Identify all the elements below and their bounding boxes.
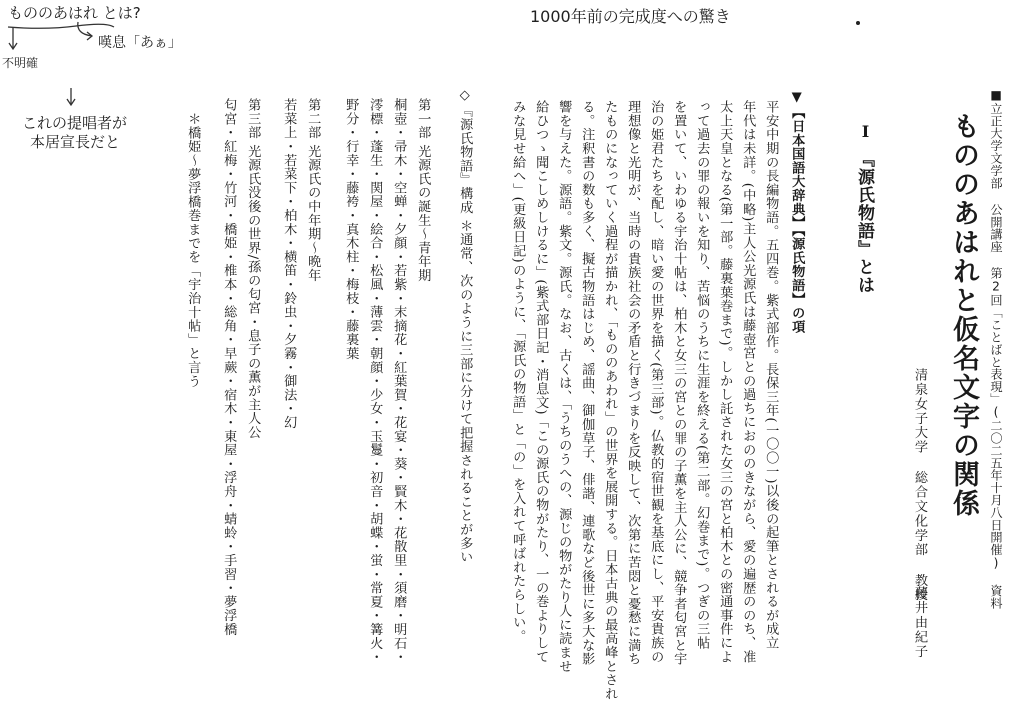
chapter-list: 匂宮・紅梅・竹河・橋姫・椎本・総角・早蕨・宿木・東屋・浮舟・蜻蛉・手習・夢浮橋 — [221, 98, 237, 637]
dict-line: 治の姫君たちを配し、暗い愛の世界を描く(第三部)。仏教的宿世観を基底にし、平安貴族の — [648, 100, 664, 664]
series-header: ■立正大学文学部 公開講座 第2回「ことばと表現」(二〇二五年十月八日開催) 資料 — [989, 88, 1003, 609]
part-heading: 第二部 光源氏の中年期〜晩年 — [305, 98, 321, 283]
section-heading: 『源氏物語』とは — [854, 150, 874, 294]
chapter-list: 澪標・蓬生・関屋・絵合・松風・薄雲・朝顔・少女・玉鬘・初音・胡蝶・蛍・常夏・篝火・ — [367, 98, 383, 664]
uji-note: ＊橋姫〜夢浮橋巻までを「宇治十帖」と言う — [185, 112, 201, 388]
handwritten-sigh: 嘆息「あぁ」 — [98, 35, 182, 51]
underline-mark — [6, 23, 116, 31]
dict-line: 響を与えた。源語。紫文。源氏。なお、古くは、「うちのうへの、源じの物がたり人に読ませ — [556, 100, 572, 673]
author-affiliation: 清泉女子大学 総合文化学部 教授 — [912, 368, 927, 602]
handwritten-proposer-2: 本居宣長だと — [30, 133, 121, 151]
dict-line: 理想像と光明が、当時の貴族社会の矛盾と行きづまりを反映して、次第に苦悶と憂愁に満ち — [625, 100, 641, 666]
handwritten-proposer-1: これの提唱者が — [22, 114, 128, 132]
chapter-list: 若菜上・若菜下・柏木・横笛・鈴虫・夕霧・御法・幻 — [281, 98, 297, 430]
structure-caption: ◇『源氏物語』構成 ＊通常、次のように三部に分けて把握されることが多い — [457, 88, 473, 564]
dict-line: る。注釈書の数も多く、擬古物語はじめ、謡曲、御伽草子、俳諧、連歌など後世に多大な影 — [579, 100, 595, 666]
arrow-curve-icon — [74, 20, 96, 42]
arrow-down-icon — [6, 26, 20, 52]
handwritten-unknown: 不明確 — [2, 56, 39, 70]
part-heading: 第一部 光源氏の誕生〜青年期 — [415, 98, 431, 283]
handwritten-marvel: 1000年前の完成度への驚き — [530, 7, 731, 26]
part-heading: 第三部 光源氏没後の世界/孫の匂宮・息子の薫が主人公 — [245, 98, 261, 440]
dict-line: 太上天皇となる(第一部。藤裏葉巻まで)。しかし託された女三の宮と柏木との密通事件によ — [717, 100, 733, 664]
dict-line: みな見せ給へ」(更級日記)のように、「源氏の物語」と「の」を入れて呼ばれたらしい。 — [510, 100, 526, 644]
dict-line: って過去の罪の報いを知り、苦悩のうちに生涯を終える(第二部。幻巻まで)。つぎの三帖 — [694, 100, 710, 650]
page-title: もののあはれと仮名文字の関係 — [948, 112, 979, 518]
section-numeral: I — [856, 122, 875, 141]
dict-line: 年代は未詳。(中略)主人公光源氏は藤壺宮との過ちにおののきながら、愛の遍歴ののち、准 — [740, 100, 756, 664]
author-name: 藤井由紀子 — [912, 586, 927, 659]
chapter-list: 野分・行幸・藤袴・真木柱・梅枝・藤裏葉 — [343, 98, 359, 361]
dict-line: を置いて、いわゆる宇治十帖は、柏木と女三の宮との罪の子薫を主人公に、競争者匂宮と宇 — [671, 100, 687, 666]
dict-line: たものになっていく過程が描かれ、「もののあわれ」の世界を展開する。日本古典の最高峰とされ — [602, 100, 618, 701]
scan-speck — [856, 21, 860, 25]
chapter-list: 桐壺・帚木・空蝉・夕顔・若紫・末摘花・紅葉賀・花宴・葵・賢木・花散里・須磨・明石・ — [391, 98, 407, 664]
arrow-down-icon — [64, 86, 78, 108]
dict-line: 給ひつゝ聞こしめしけるに」(紫式部日記・消息文)「この源氏の物がたり、一の巻よりして — [533, 100, 549, 664]
handwritten-question: もののあはれ とは? — [8, 4, 141, 22]
dictionary-caption: ▼【日本国語大辞典】【源氏物語】の項 — [789, 90, 805, 334]
dict-line: 平安中期の長編物語。五四巻。紫式部作。長保三年(一〇〇一)以後の起筆とされるが成立 — [763, 100, 779, 650]
